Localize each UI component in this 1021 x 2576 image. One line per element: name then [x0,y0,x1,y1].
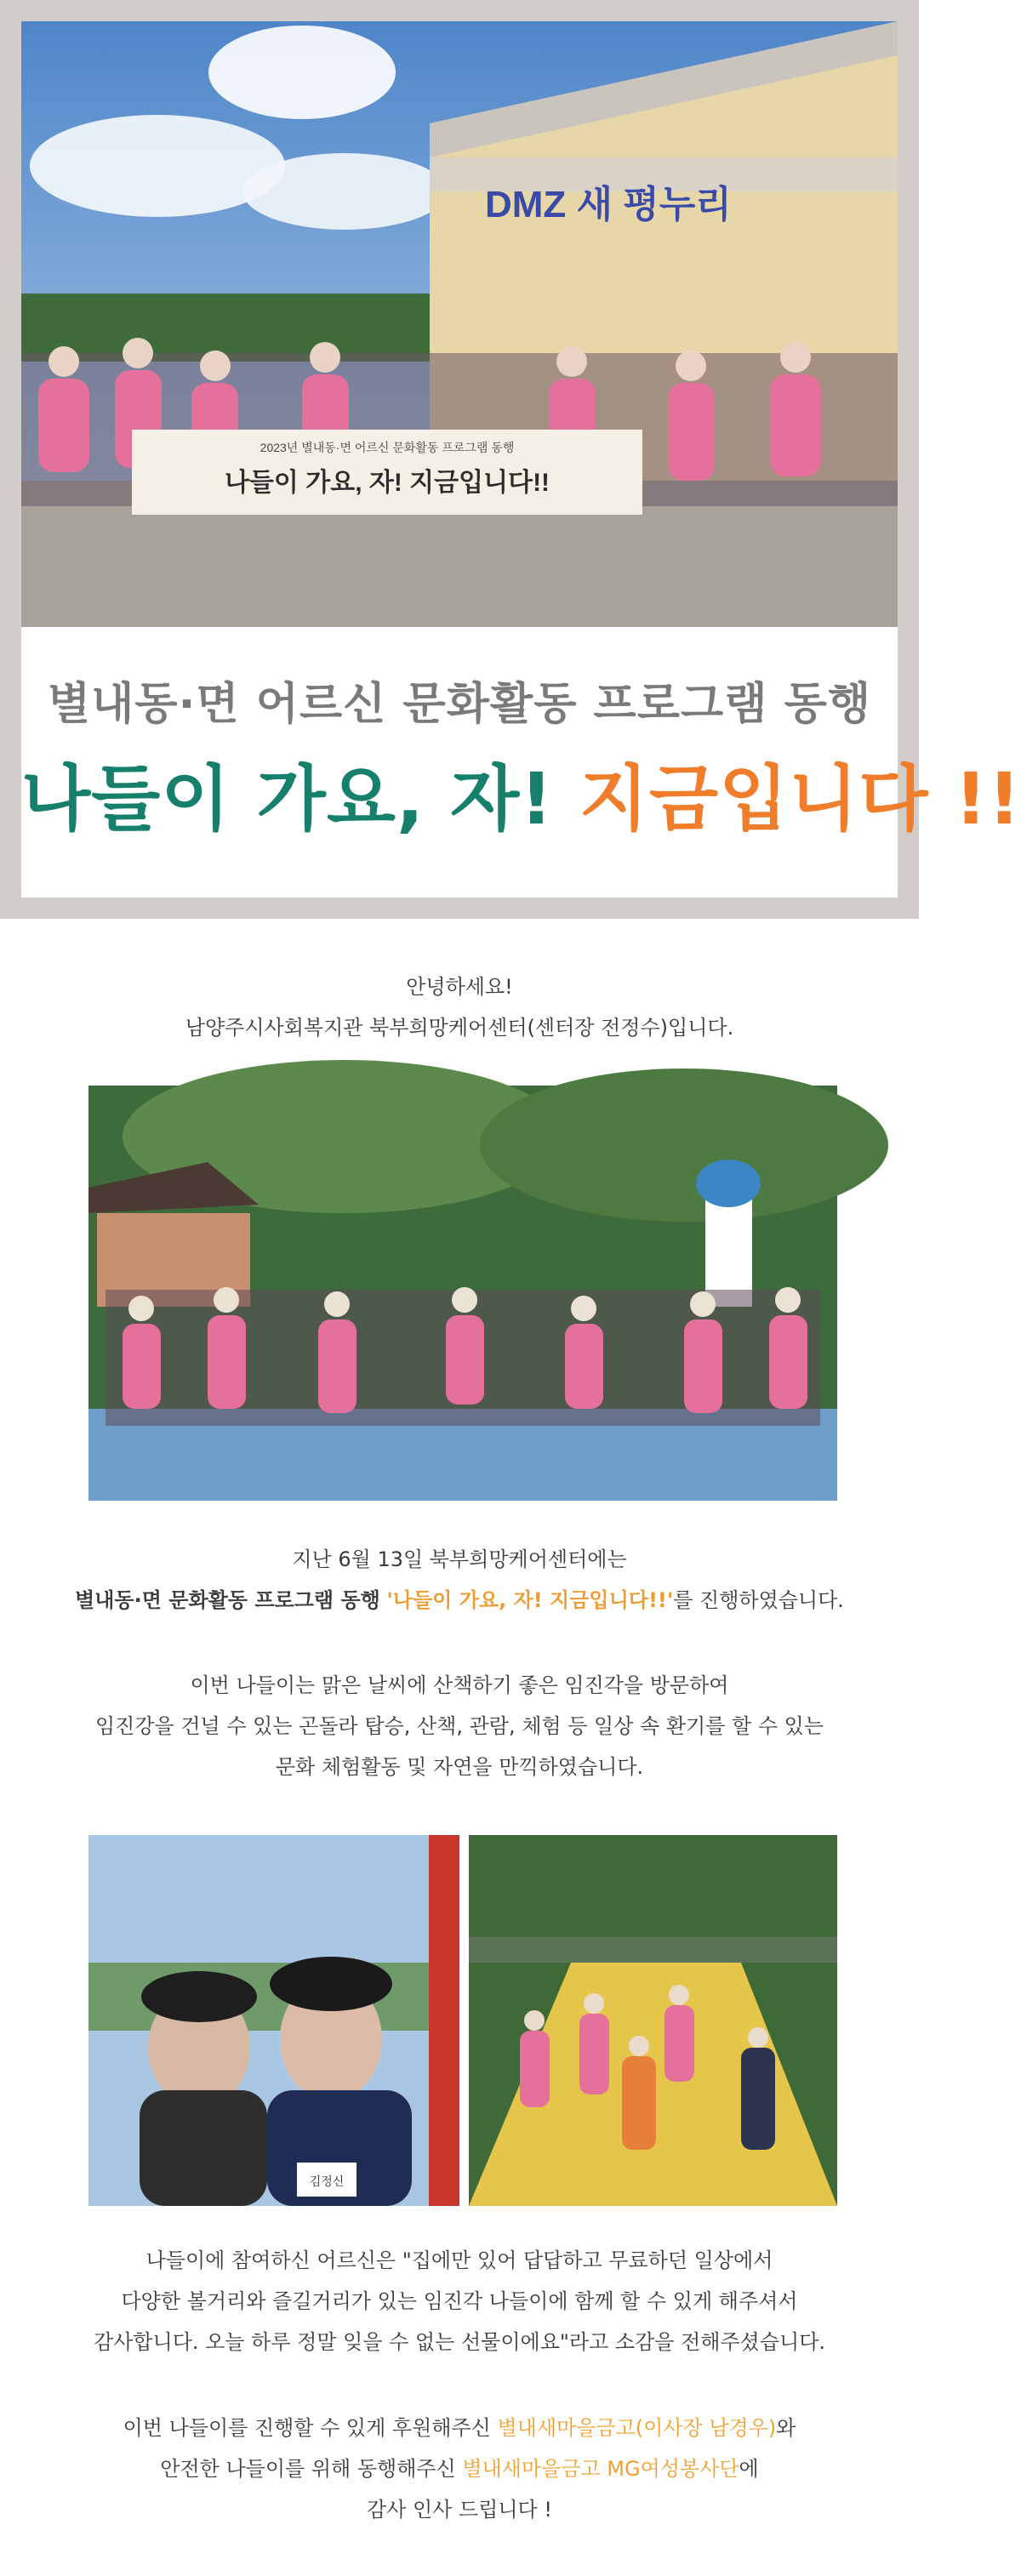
thanks-paragraph [0,2408,919,2530]
event-paragraph [0,1539,919,1621]
thanks-line-1 [0,2408,919,2448]
banner-text: 나들이 가요, 자! 지금입니다!! [224,469,550,497]
walking-path-photo [469,1835,837,2206]
thanks-line-1-post: 와 [776,2416,796,2440]
header-title-line2 [21,742,1021,845]
quote-line-1: 나들이에 참여하신 어르신은 "집에만 있어 답답하고 무료하던 일상에서 [145,2248,773,2272]
greeting-line-2: 남양주시사회복지관 북부희망케어센터(센터장 전정수)입니다. [185,1016,734,1040]
trip-paragraph [0,1665,919,1787]
greeting-line-1: 안녕하세요! [406,975,513,999]
walking-photo-illustration [469,1835,837,2206]
header-title-line1: 별내동·면 어르신 문화활동 프로그램 동행 [47,679,872,730]
title-part-exclaim: !! [954,757,1021,841]
thanks-line-2-post: 에 [739,2457,759,2481]
trip-line-2: 임진강을 건널 수 있는 곤돌라 탑승, 산책, 관람, 체험 등 일상 속 환기를 할 수 있는 [94,1714,824,1738]
thanks-line-3: 감사 인사 드립니다 ! [367,2498,552,2522]
pavilion-photo-illustration [88,1086,837,1501]
title-part-jigeum: 지금입니다 [579,757,929,841]
event-line-1: 지난 6월 13일 북부희망케어센터에는 [292,1547,627,1571]
thanks-line-2 [0,2448,919,2489]
sponsor-name: 별내새마을금고(이사장 남경우) [497,2416,777,2440]
trip-line-1: 이번 나들이는 맑은 날씨에 산책하기 좋은 임진각을 방문하여 [190,1673,729,1697]
building-sign: DMZ 새 평누리 [485,184,732,225]
hero-group-photo [21,21,898,627]
volunteer-group-name: 별내새마을금고 MG여성봉사단 [462,2457,739,2481]
thanks-line-2-pre: 안전한 나들이를 위해 동행해주신 [160,2457,463,2481]
quote-line-2: 다양한 볼거리와 즐길거리가 있는 임진각 나들이에 함께 할 수 있게 해주셔서 [121,2289,798,2313]
gondola-photo-illustration [88,1835,459,2206]
trip-line-3: 문화 체험활동 및 자연을 만끽하였습니다. [275,1755,644,1779]
title-part-nadeuri: 나들이 가요, [21,757,425,841]
event-line-2-tail: 를 진행하였습니다. [673,1588,844,1612]
event-program-title: '나들이 가요, 자! 지금입니다!!' [386,1588,674,1612]
quote-line-3: 감사합니다. 오늘 하루 정말 잊을 수 없는 선물이에요"라고 소감을 전해주셨습니다. [93,2330,826,2354]
gondola-selfie-photo [88,1835,459,2206]
banner-subtext: 2023년 별내동·면 어르신 문화활동 프로그램 동행 [260,441,515,454]
event-program-name: 별내동·면 문화활동 프로그램 동행 [75,1588,380,1612]
hero-photo-illustration [21,21,898,627]
title-part-ja: 자! [450,757,554,841]
name-tag: 김정신 [309,2174,345,2188]
quote-paragraph [0,2240,919,2362]
event-line-2 [0,1580,919,1621]
pavilion-group-photo [88,1086,837,1501]
thanks-line-1-pre: 이번 나들이를 진행할 수 있게 후원해주신 [123,2416,498,2440]
greeting-paragraph [0,966,919,1048]
